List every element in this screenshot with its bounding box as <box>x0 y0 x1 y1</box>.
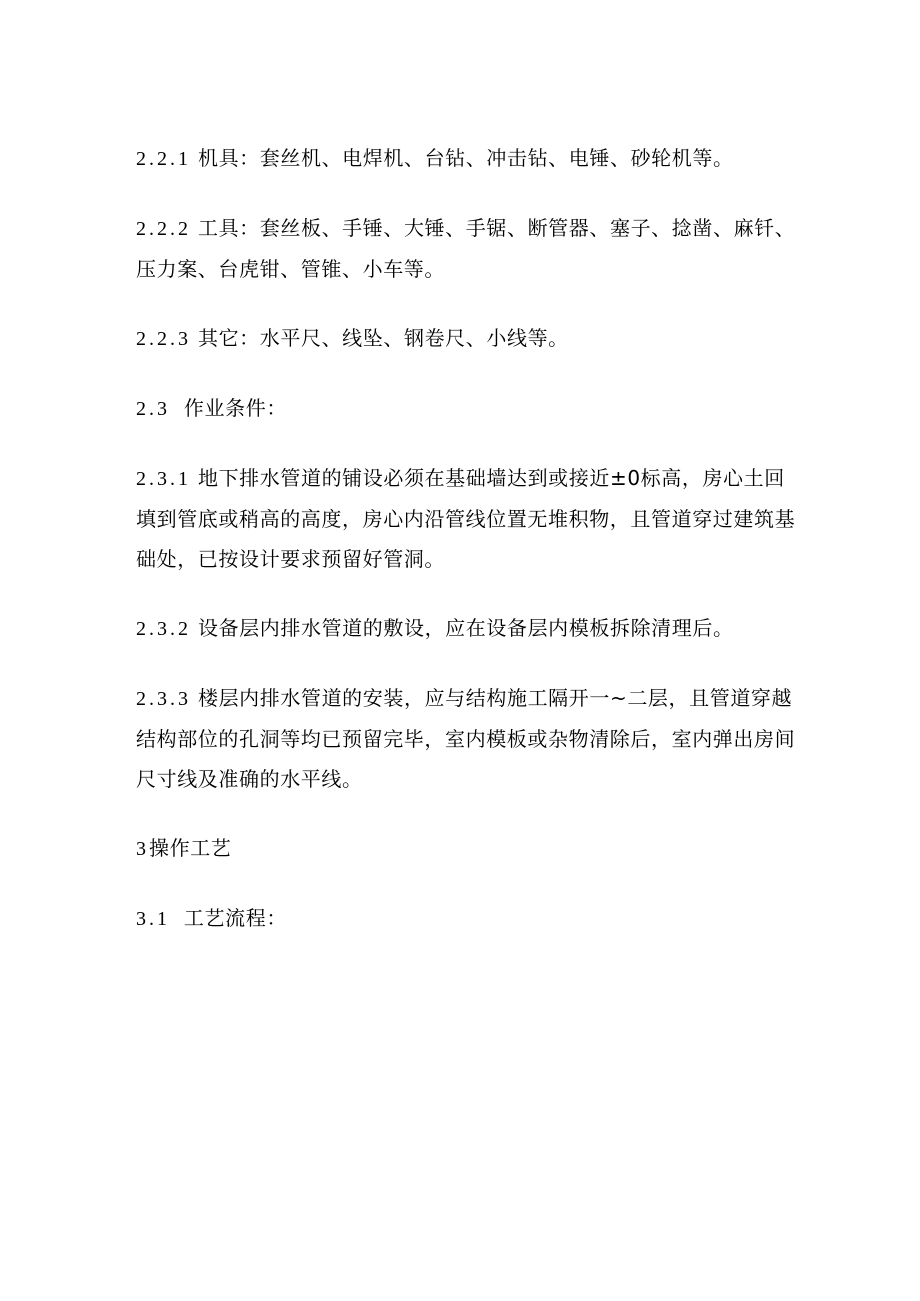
section-number: 2.3.3 <box>136 688 191 710</box>
section-number: 2.2.1 <box>136 148 191 170</box>
paragraph-text: 机具：套丝机、电焊机、台钻、冲击钻、电锤、砂轮机等。 <box>197 146 734 170</box>
paragraph-text: 工具：套丝板、手锤、大锤、手锯、断管器、塞子、捻凿、麻钎、压力案、台虎钳、管锥、小车等。 <box>136 216 796 281</box>
section-number: 2.3.2 <box>136 618 191 640</box>
paragraph-2-2-2 <box>136 208 796 289</box>
paragraph-text: 其它：水平尺、线坠、钢卷尺、小线等。 <box>197 326 569 350</box>
paragraph-2-2-3 <box>136 318 796 359</box>
section-number: 2.3 <box>136 398 170 420</box>
heading-text: 工艺流程： <box>183 906 287 930</box>
paragraph-text: 设备层内排水管道的敷设，应在设备层内模板拆除清理后。 <box>197 616 734 640</box>
document-body <box>136 138 796 968</box>
section-number: 3.1 <box>136 908 170 930</box>
paragraph-2-3-1 <box>136 458 796 579</box>
heading-text: 作业条件： <box>183 396 287 420</box>
section-number: 2.2.2 <box>136 218 191 240</box>
section-number: 2.3.1 <box>136 468 191 490</box>
paragraph-2-2-1 <box>136 138 796 179</box>
heading-3-1 <box>136 898 796 939</box>
paragraph-2-3-2 <box>136 608 796 649</box>
section-number: 3 <box>136 838 149 860</box>
heading-2-3 <box>136 388 796 429</box>
section-number: 2.2.3 <box>136 328 191 350</box>
heading-3 <box>136 828 796 869</box>
paragraph-text: 楼层内排水管道的安装，应与结构施工隔开一~二层，且管道穿越结构部位的孔洞等均已预留完毕，室内模板或杂物清除后，室内弹出房间尺寸线及准确的水平线。 <box>136 686 796 791</box>
paragraph-text: 地下排水管道的铺设必须在基础墙达到或接近±0标高，房心土回填到管底或稍高的高度，房心内沿管线位置无堆积物，且管道穿过建筑基础处，已按设计要求预留好管洞。 <box>136 466 796 571</box>
heading-text: 操作工艺 <box>149 836 232 860</box>
paragraph-2-3-3 <box>136 678 796 799</box>
